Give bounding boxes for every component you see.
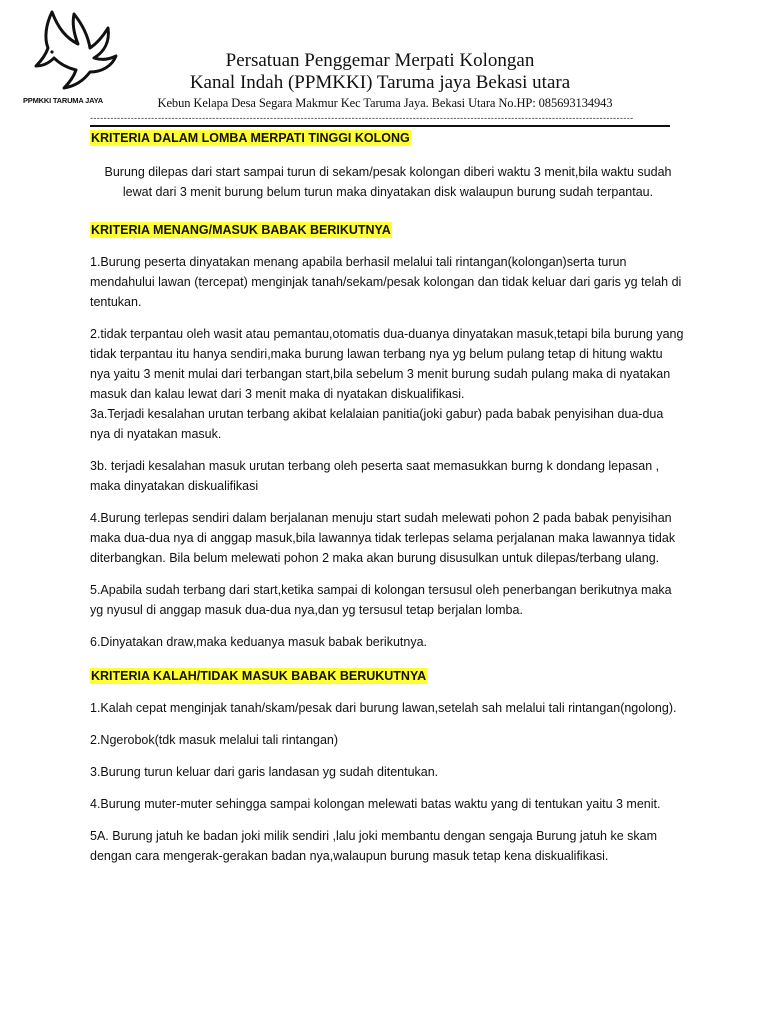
win-item-3b: 3b. terjadi kesalahan masuk urutan terbang oleh peserta saat memasukkan burng k dondang lepasan , maka dinyatakan diskualifikasi	[90, 459, 660, 493]
section-heading-lose: KRITERIA KALAH/TIDAK MASUK BABAK BERUKUTNYA	[91, 669, 427, 683]
document-body	[90, 128, 686, 866]
dashed-divider: ----------------------------------------------------------------------------------------------------------------------------------------------------------------	[90, 113, 634, 123]
section-criteria-text: Burung dilepas dari start sampai turun di sekam/pesak kolongan diberi waktu 3 menit,bila waktu sudah lewat dari 3 menit burung belum turun maka dinyatakan disk walaupun burung sudah terpantau.	[104, 165, 672, 199]
lose-item-1: 1.Kalah cepat menginjak tanah/skam/pesak dari burung lawan,setelah sah melalui tali rintangan(ngolong).	[90, 701, 677, 715]
lose-item-2: 2.Ngerobok(tdk masuk melalui tali rintangan)	[90, 733, 339, 747]
lose-item-5a: 5A. Burung jatuh ke badan joki milik sendiri ,lalu joki membantu dengan sengaja Burung jatuh ke skam dengan cara mengerak-gerakan badan nya,walaupun burung masuk tetap kena diskualifikasi.	[90, 829, 657, 863]
section-heading-criteria: KRITERIA DALAM LOMBA MERPATI TINGGI KOLONG	[91, 131, 410, 145]
logo-caption: PPMKKI TARUMA JAYA	[22, 96, 104, 105]
win-item-4: 4.Burung terlepas sendiri dalam berjalanan menuju start sudah melewati pohon 2 pada babak penyisihan maka dua-dua nya di anggap masuk,bila lawannya tidak terlepas selama perjalanan maka lawannya tidak diterbangkan. Bila belum melewati pohon 2 maka akan burung disusulkan untuk dilepas/terbang ulang.	[90, 511, 676, 565]
win-item-5: 5.Apabila sudah terbang dari start,ketika sampai di kolongan tersusul oleh penerbangan berikutnya maka yg nyusul di anggap masuk dua-dua nya,dan yg tersusul tetap berjalan lomba.	[90, 583, 672, 617]
win-item-2: 2.tidak terpantau oleh wasit atau pemantau,otomatis dua-duanya dinyatakan masuk,tetapi bila burung yang tidak terpantau itu hanya sendiri,maka burung lawan terbang nya yg belum pulang tetap di hitung waktu nya yaitu 3 menit mulai dari terbangan start,bila sebelum 3 menit burung sudah pulang maka di nyatakan masuk dan kalau lewat dari 3 menit maka di nyatakan diskualifikasi.	[90, 327, 684, 401]
win-item-6: 6.Dinyatakan draw,maka keduanya masuk babak berikutnya.	[90, 635, 427, 649]
header-divider	[90, 125, 670, 127]
lose-item-3: 3.Burung turun keluar dari garis landasan yg sudah ditentukan.	[90, 765, 439, 779]
win-item-3a: 3a.Terjadi kesalahan urutan terbang akibat kelalaian panitia(joki gabur) pada babak penyisihan dua-dua nya di nyatakan masuk.	[90, 407, 664, 441]
win-item-1: 1.Burung peserta dinyatakan menang apabila berhasil melalui tali rintangan(kolongan)serta turun mendahului lawan (tercepat) menginjak tanah/sekam/pesak kolongan dan tidak keluar dari garis yg telah di tentukan.	[90, 255, 682, 309]
organization-address: Kebun Kelapa Desa Segara Makmur Kec Taruma Jaya. Bekasi Utara No.HP: 085693134943	[157, 96, 613, 110]
section-heading-win: KRITERIA MENANG/MASUK BABAK BERIKUTNYA	[91, 223, 391, 237]
organization-name-line2: Kanal Indah (PPMKKI) Taruma jaya Bekasi utara	[189, 72, 571, 93]
organization-name-line1: Persatuan Penggemar Merpati Kolongan	[225, 50, 535, 71]
dove-logo-icon	[34, 8, 126, 94]
lose-item-4: 4.Burung muter-muter sehingga sampai kolongan melewati batas waktu yang di tentukan yaitu 3 menit.	[90, 797, 661, 811]
